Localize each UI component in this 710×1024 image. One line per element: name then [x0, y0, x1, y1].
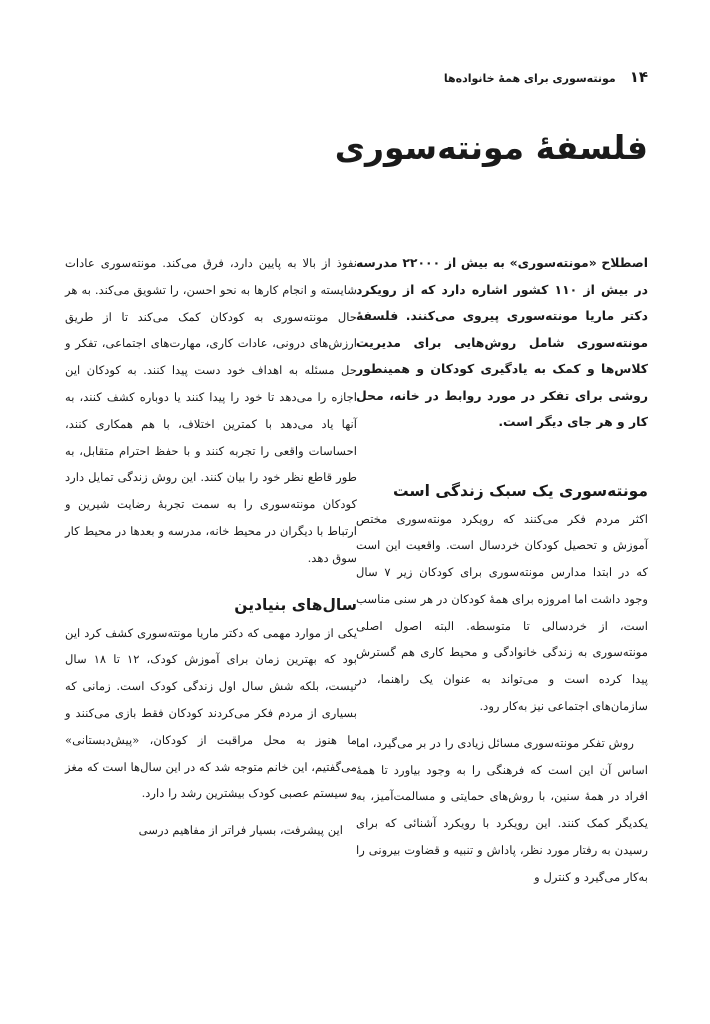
body-paragraph: روش تفکر مونته‌سوری مسائل زیادی را در بر می‌گیرد، اما اساس آن این است که فرهنگی را به وجود بیاورد تا همهٔ افراد در همهٔ سنین، با روش‌های حمایتی و مسالمت‌آمیز، به یکدیگر کمک کنند. این رویکرد با رویکرد آشنائی که برای رسیدن به رفتار مورد نظر، پاداش و تنبیه و قضاوت بیرونی را به‌کار می‌گیرد و کنترل و	[356, 735, 648, 884]
right-column	[356, 250, 648, 891]
body-paragraph: اکثر مردم فکر می‌کنند که رویکرد مونته‌سوری مختص آموزش و تحصیل کودکان خردسال است. واقعیت این است که در ابتدا مدارس مونته‌سوری برای کودکان زیر ۷ سال وجود داشت اما امروزه برای همهٔ کودکان در هر سنی مناسب است، از خردسالی تا متوسطه. البته اصول اصلی مونته‌سوری به زندگی خانوادگی و محیط کاری هم گسترش پیدا کرده است و می‌تواند به عنوان یک راهنما، در سازمان‌های اجتماعی نیز به‌کار رود.	[356, 511, 648, 714]
body-paragraph-continued: نفوذ از بالا به پایین دارد، فرق می‌کند. مونته‌سوری عادات شایسته و انجام کارها به نحو احسن، را تشویق می‌کند. به هر حال مونته‌سوری به کودکان کمک می‌کند تا از طریق ارزش‌های درونی، عادات کاری، مهارت‌های اجتماعی، تفکر و حل مسئله به اهداف خود دست پیدا کنند. به کودکان این اجازه را می‌دهد تا خود را پیدا کنند یا دوباره کشف کنند، به آنها یاد می‌دهد با کمترین اختلاف، با هم همکاری کنند، احساسات واقعی را تجربه کنند و با حفظ احترام متقابل، به طور قاطع نظر خود را بیان کنند. این روش زندگی تمایل دارد کودکان مونته‌سوری را به سمت تجربهٔ رضایت شیرین و ارتباط با دیگران در محیط خانه، مدرسه و بعدها در محیط کار سوق دهد.	[65, 256, 357, 565]
page-number: ۱۴	[629, 68, 648, 86]
lead-paragraph: اصطلاح «مونته‌سوری» به بیش از ۲۲۰۰۰ مدرسه در بیش از ۱۱۰ کشور اشاره دارد که از رویکرد دکتر ماریا مونته‌سوری پیروی می‌کنند. فلسفهٔ مونته‌سوری شامل روش‌هایی برای مدیریت کلاس‌ها و کمک به یادگیری کودکان و همینطور روشی برای تفکر در مورد روابط در خانه، محل کار و هر جای دیگر است.	[356, 255, 648, 429]
section-heading-foundational-years: سال‌های بنیادین	[234, 595, 357, 614]
running-title: مونته‌سوری برای همهٔ خانواده‌ها	[443, 72, 616, 85]
chapter-title: فلسفهٔ مونته‌سوری	[334, 128, 648, 167]
section-heading-lifestyle: مونته‌سوری یک سبک زندگی است	[392, 481, 648, 500]
body-paragraph: یکی از موارد مهمی که دکتر ماریا مونته‌سوری کشف کرد این بود که بهترین زمان برای آموزش کودک، ۱۲ تا ۱۸ سال نیست، بلکه شش سال اول زندگی کودک است. زمانی که بسیاری از مردم فکر می‌کردند کودکان فقط بازی می‌کنند و ما هنوز به محل مراقبت از کودکان، «پیش‌دبستانی» می‌گفتیم، این خانم متوجه شد که در این سال‌ها است که مغز و سیستم عصبی کودک بیشترین رشد را دارد.	[65, 625, 357, 801]
running-header	[444, 68, 648, 86]
left-column	[65, 250, 357, 844]
body-paragraph: این پیشرفت، بسیار فراتر از مفاهیم درسی	[138, 823, 343, 838]
